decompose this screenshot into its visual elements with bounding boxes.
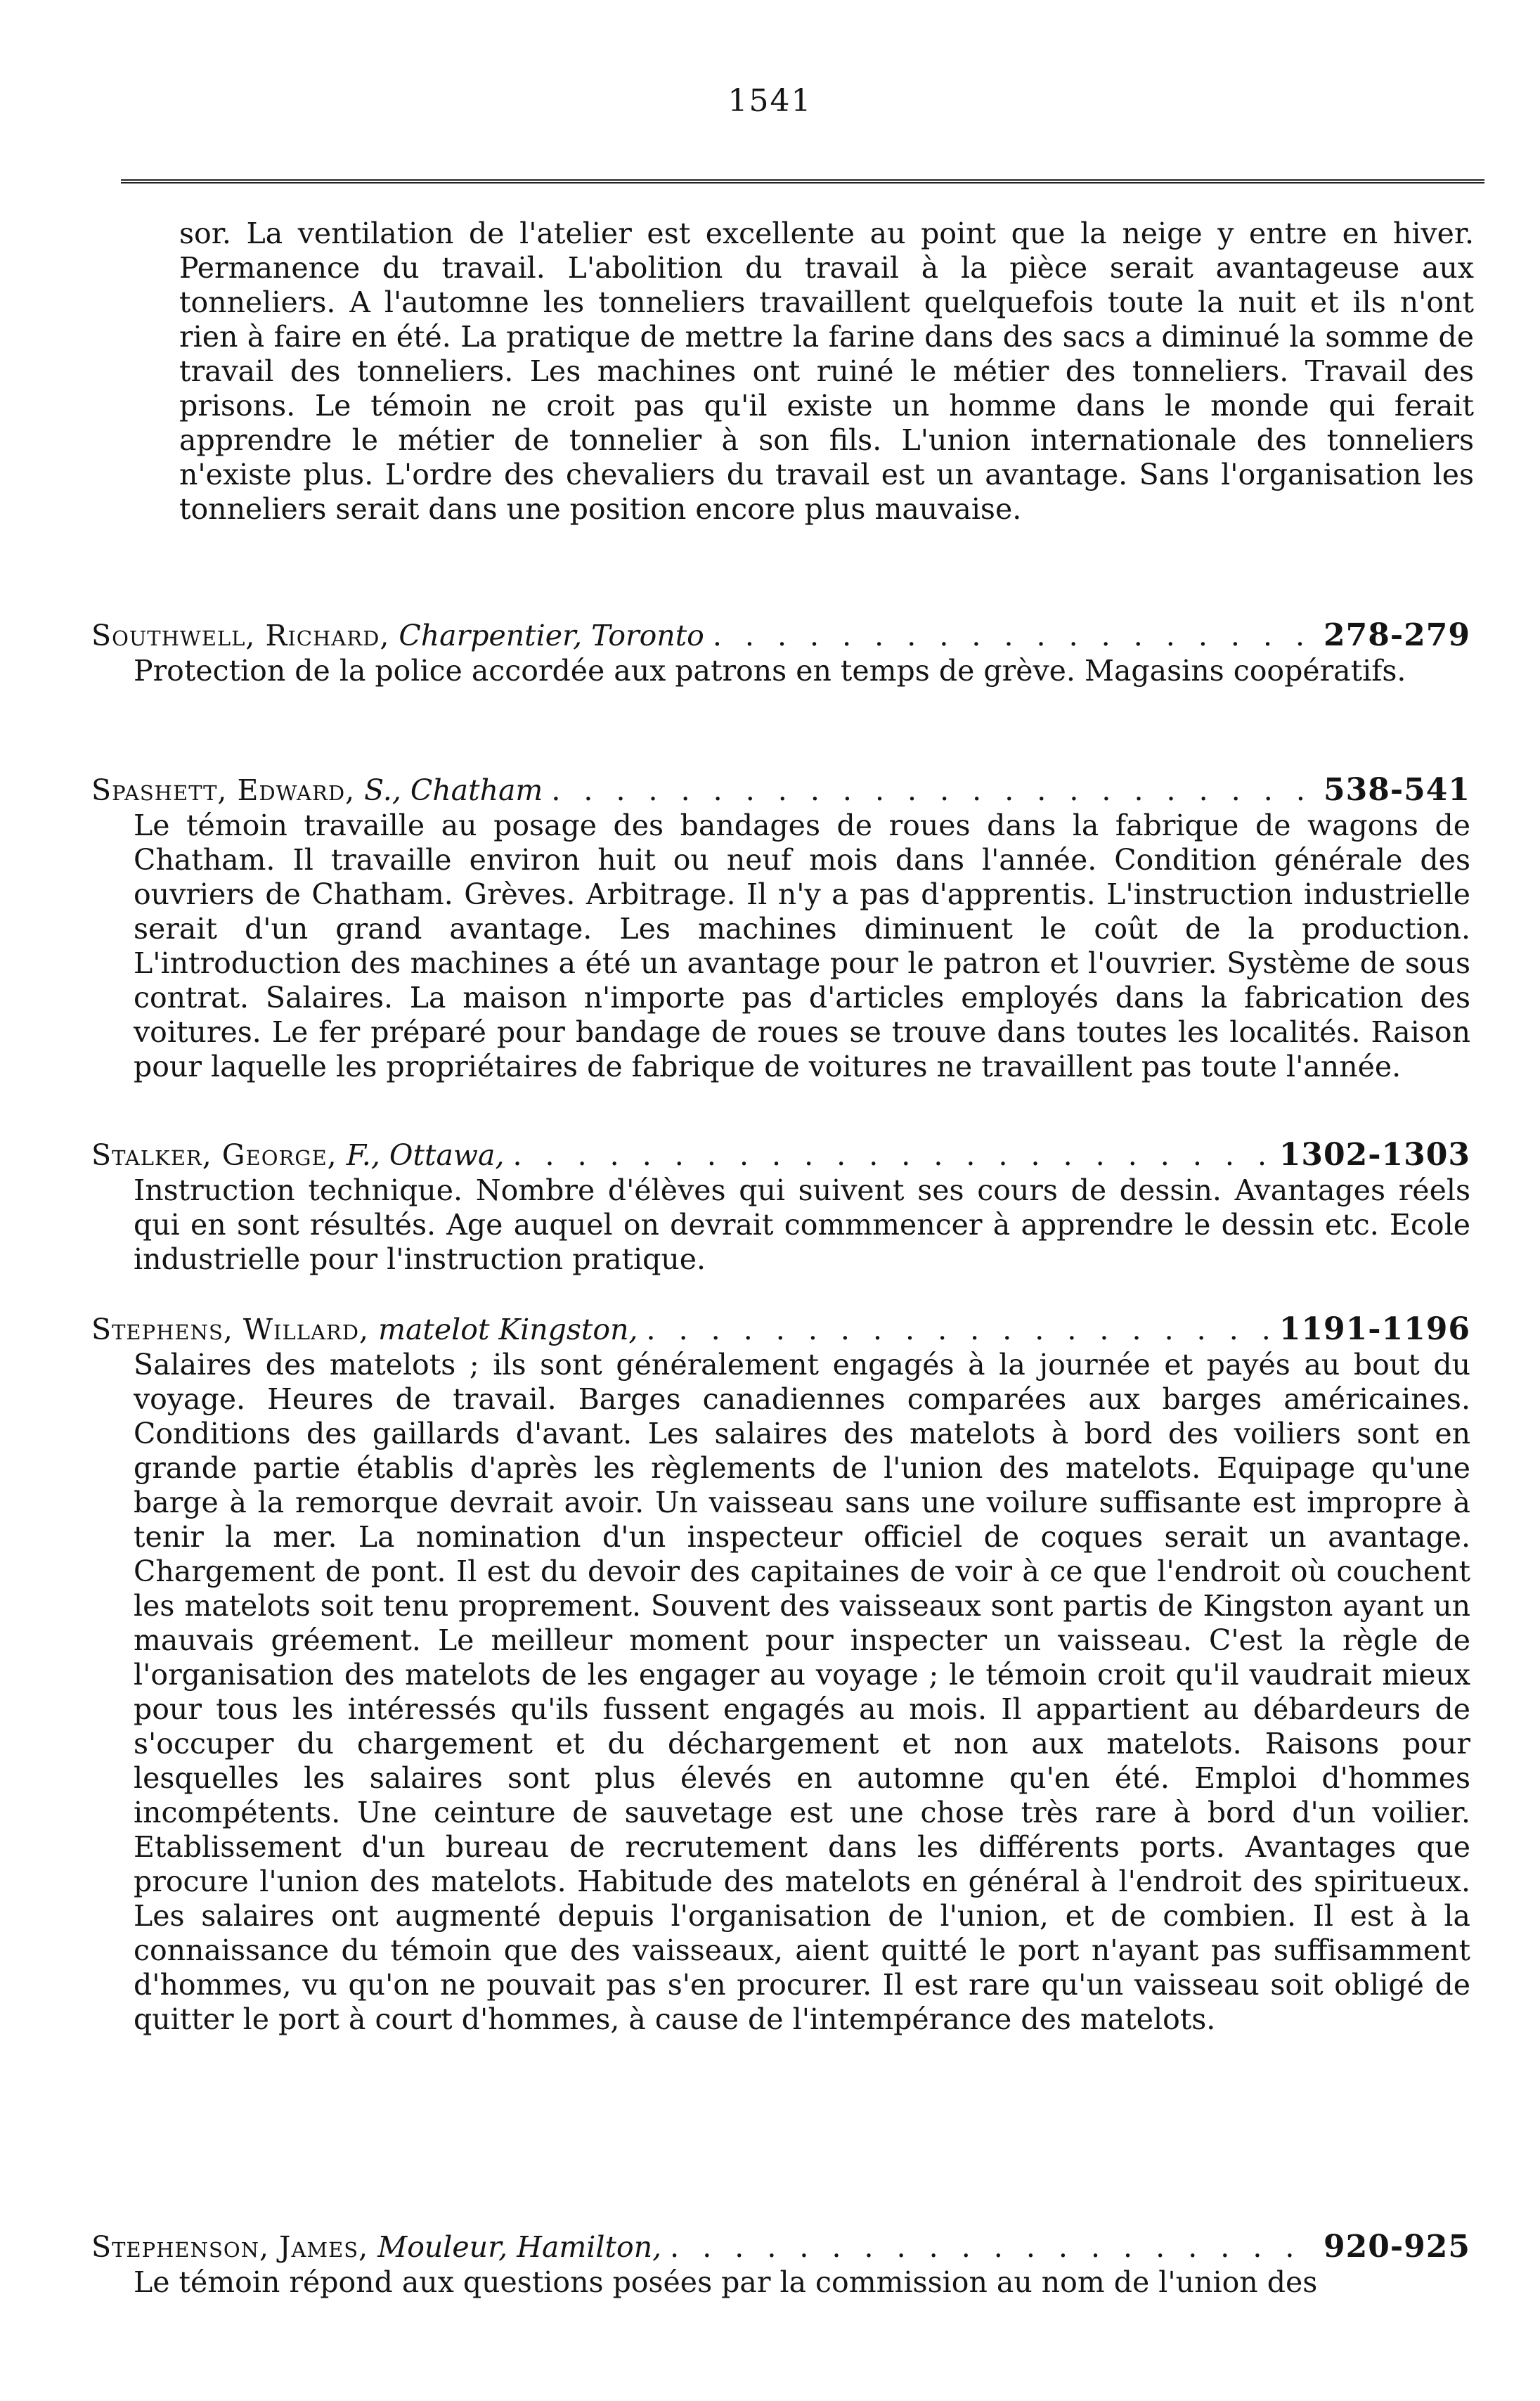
- entry-stalker: [91, 1137, 1470, 1277]
- entry-heading: [91, 617, 1470, 654]
- dot-leader: [670, 2229, 1315, 2265]
- header-rule: [121, 179, 1484, 184]
- entry-text: Salaires des matelots ; ils sont généralement engagés à la journée et payés au bout du voyage. Heures de travail. Barges canadiennes comparées aux barges américaines. Conditions des gaillards d'avant. Les salaires des matelots à bord des voiliers sont en grande partie établis d'après les règlements de l'union des matelots. Equipage qu'une barge à la remorque devrait avoir. Un vaisseau sans une voilure suffisante est impropre à tenir la mer. La nomination d'un inspecteur officiel de coques serait un avantage. Chargement de pont. Il est du devoir des capitaines de voir à ce que l'endroit où couchent les matelots soit tenu proprement. Souvent des vaisseaux sont partis de Kingston ayant un mauvais gréement. Le meilleur moment pour inspecter un vaisseau. C'est la règle de l'organisation des matelots de les engager au voyage ; le témoin croit qu'il vaudrait mieux pour tous les intéressés qu'ils fussent engagés au mois. Il appartient au débardeurs de s'occuper du chargement et du déchargement et non aux matelots. Raisons pour lesquelles les salaires sont plus élevés en automne qu'en été. Emploi d'hommes incompétents. Une ceinture de sauvetage est une chose très rare à bord d'un voilier. Etablissement d'un bureau de recrutement dans les différents ports. Avantages que procure l'union des matelots. Habitude des matelots en général à l'endroit des spiritueux. Les salaires ont augmenté depuis l'organisation de l'union, et de combien. Il est à la connaissance du témoin que des vaisseaux, aient quitté le port n'ayant pas suffisamment d'hommes, vu qu'on ne pouvait pas s'en procurer. Il est rare qu'un vaisseau soit obligé de quitter le port à court d'hommes, à cause de l'intempérance des matelots.: [134, 1348, 1470, 2036]
- entry-text: Protection de la police accordée aux patrons en temps de grève. Magasins coopératifs.: [134, 654, 1406, 688]
- entry-pages: 278-279: [1324, 617, 1470, 653]
- entry-pages: 538-541: [1324, 772, 1470, 808]
- entry-pages: 1191-1196: [1279, 1311, 1470, 1347]
- entry-pages: 920-925: [1324, 2229, 1470, 2265]
- entry-name: Stephenson, James,: [91, 2230, 369, 2264]
- continuation-paragraph: [123, 217, 1474, 527]
- entry-heading: [91, 2229, 1470, 2265]
- entry-name: Spashett, Edward,: [91, 773, 356, 807]
- dot-leader: [647, 1311, 1271, 1348]
- entry-role: S., Chatham: [364, 773, 543, 807]
- entry-southwell: [91, 617, 1470, 688]
- entry-stephens: [91, 1311, 1470, 2037]
- entry-name: Southwell, Richard,: [91, 619, 390, 652]
- entry-stephenson: [91, 2229, 1470, 2300]
- entry-text: Le témoin travaille au posage des bandages de roues dans la fabrique de wagons de Chatham. Il travaille environ huit ou neuf mois dans l'année. Condition générale des ouvriers de Chatham. Grèves. Arbitrage. Il n'y a pas d'apprentis. L'instruction industrielle serait d'un grand avantage. Les machines diminuent le coût de la production. L'introduction des machines a été un avantage pour le patron et l'ouvrier. Système de sous contrat. Salaires. La maison n'importe pas d'articles employés dans la fabrication des voitures. Le fer préparé pour bandage de roues se trouve dans toutes les localités. Raison pour laquelle les propriétaires de fabrique de voitures ne travaillent pas toute l'année.: [134, 809, 1470, 1083]
- entry-heading: [91, 1137, 1470, 1173]
- entry-name: Stalker, George,: [91, 1138, 337, 1172]
- entry-spashett: [91, 772, 1470, 1084]
- entry-heading: [91, 1311, 1470, 1348]
- entry-text: Le témoin répond aux questions posées par la commission au nom de l'union des: [134, 2265, 1318, 2299]
- dot-leader: [512, 1137, 1270, 1173]
- entry-role: Mouleur, Hamilton,: [377, 2230, 662, 2264]
- entry-role: matelot Kingston,: [378, 1313, 638, 1346]
- entry-role: Charpentier, Toronto: [399, 619, 704, 652]
- dot-leader: [551, 772, 1315, 809]
- continuation-text: sor. La ventilation de l'atelier est excellente au point que la neige y entre en hiver. Permanence du travail. L'abolition du travail à la pièce serait avantageuse aux tonneliers. A l'automne les tonneliers travaillent quelquefois toute la nuit et ils n'ont rien à faire en été. La pratique de mettre la farine dans des sacs a diminué la somme de travail des tonneliers. Les machines ont ruiné le métier des tonneliers. Travail des prisons. Le témoin ne croit pas qu'il existe un homme dans le monde qui ferait apprendre le métier de tonnelier à son fils. L'union internationale des tonneliers n'existe plus. L'ordre des chevaliers du travail est un avantage. Sans l'organisation les tonneliers serait dans une position encore plus mauvaise.: [179, 217, 1474, 526]
- entry-text: Instruction technique. Nombre d'élèves qui suivent ses cours de dessin. Avantages réels qui en sont résultés. Age auquel on devrait commmencer à apprendre le dessin etc. Ecole industrielle pour l'instruction pratique.: [134, 1173, 1470, 1276]
- entry-heading: [91, 772, 1470, 809]
- page-number: 1541: [727, 83, 813, 119]
- entry-role: F., Ottawa,: [346, 1138, 505, 1172]
- entry-pages: 1302-1303: [1279, 1137, 1470, 1173]
- entry-name: Stephens, Willard,: [91, 1313, 370, 1346]
- dot-leader: [713, 617, 1315, 654]
